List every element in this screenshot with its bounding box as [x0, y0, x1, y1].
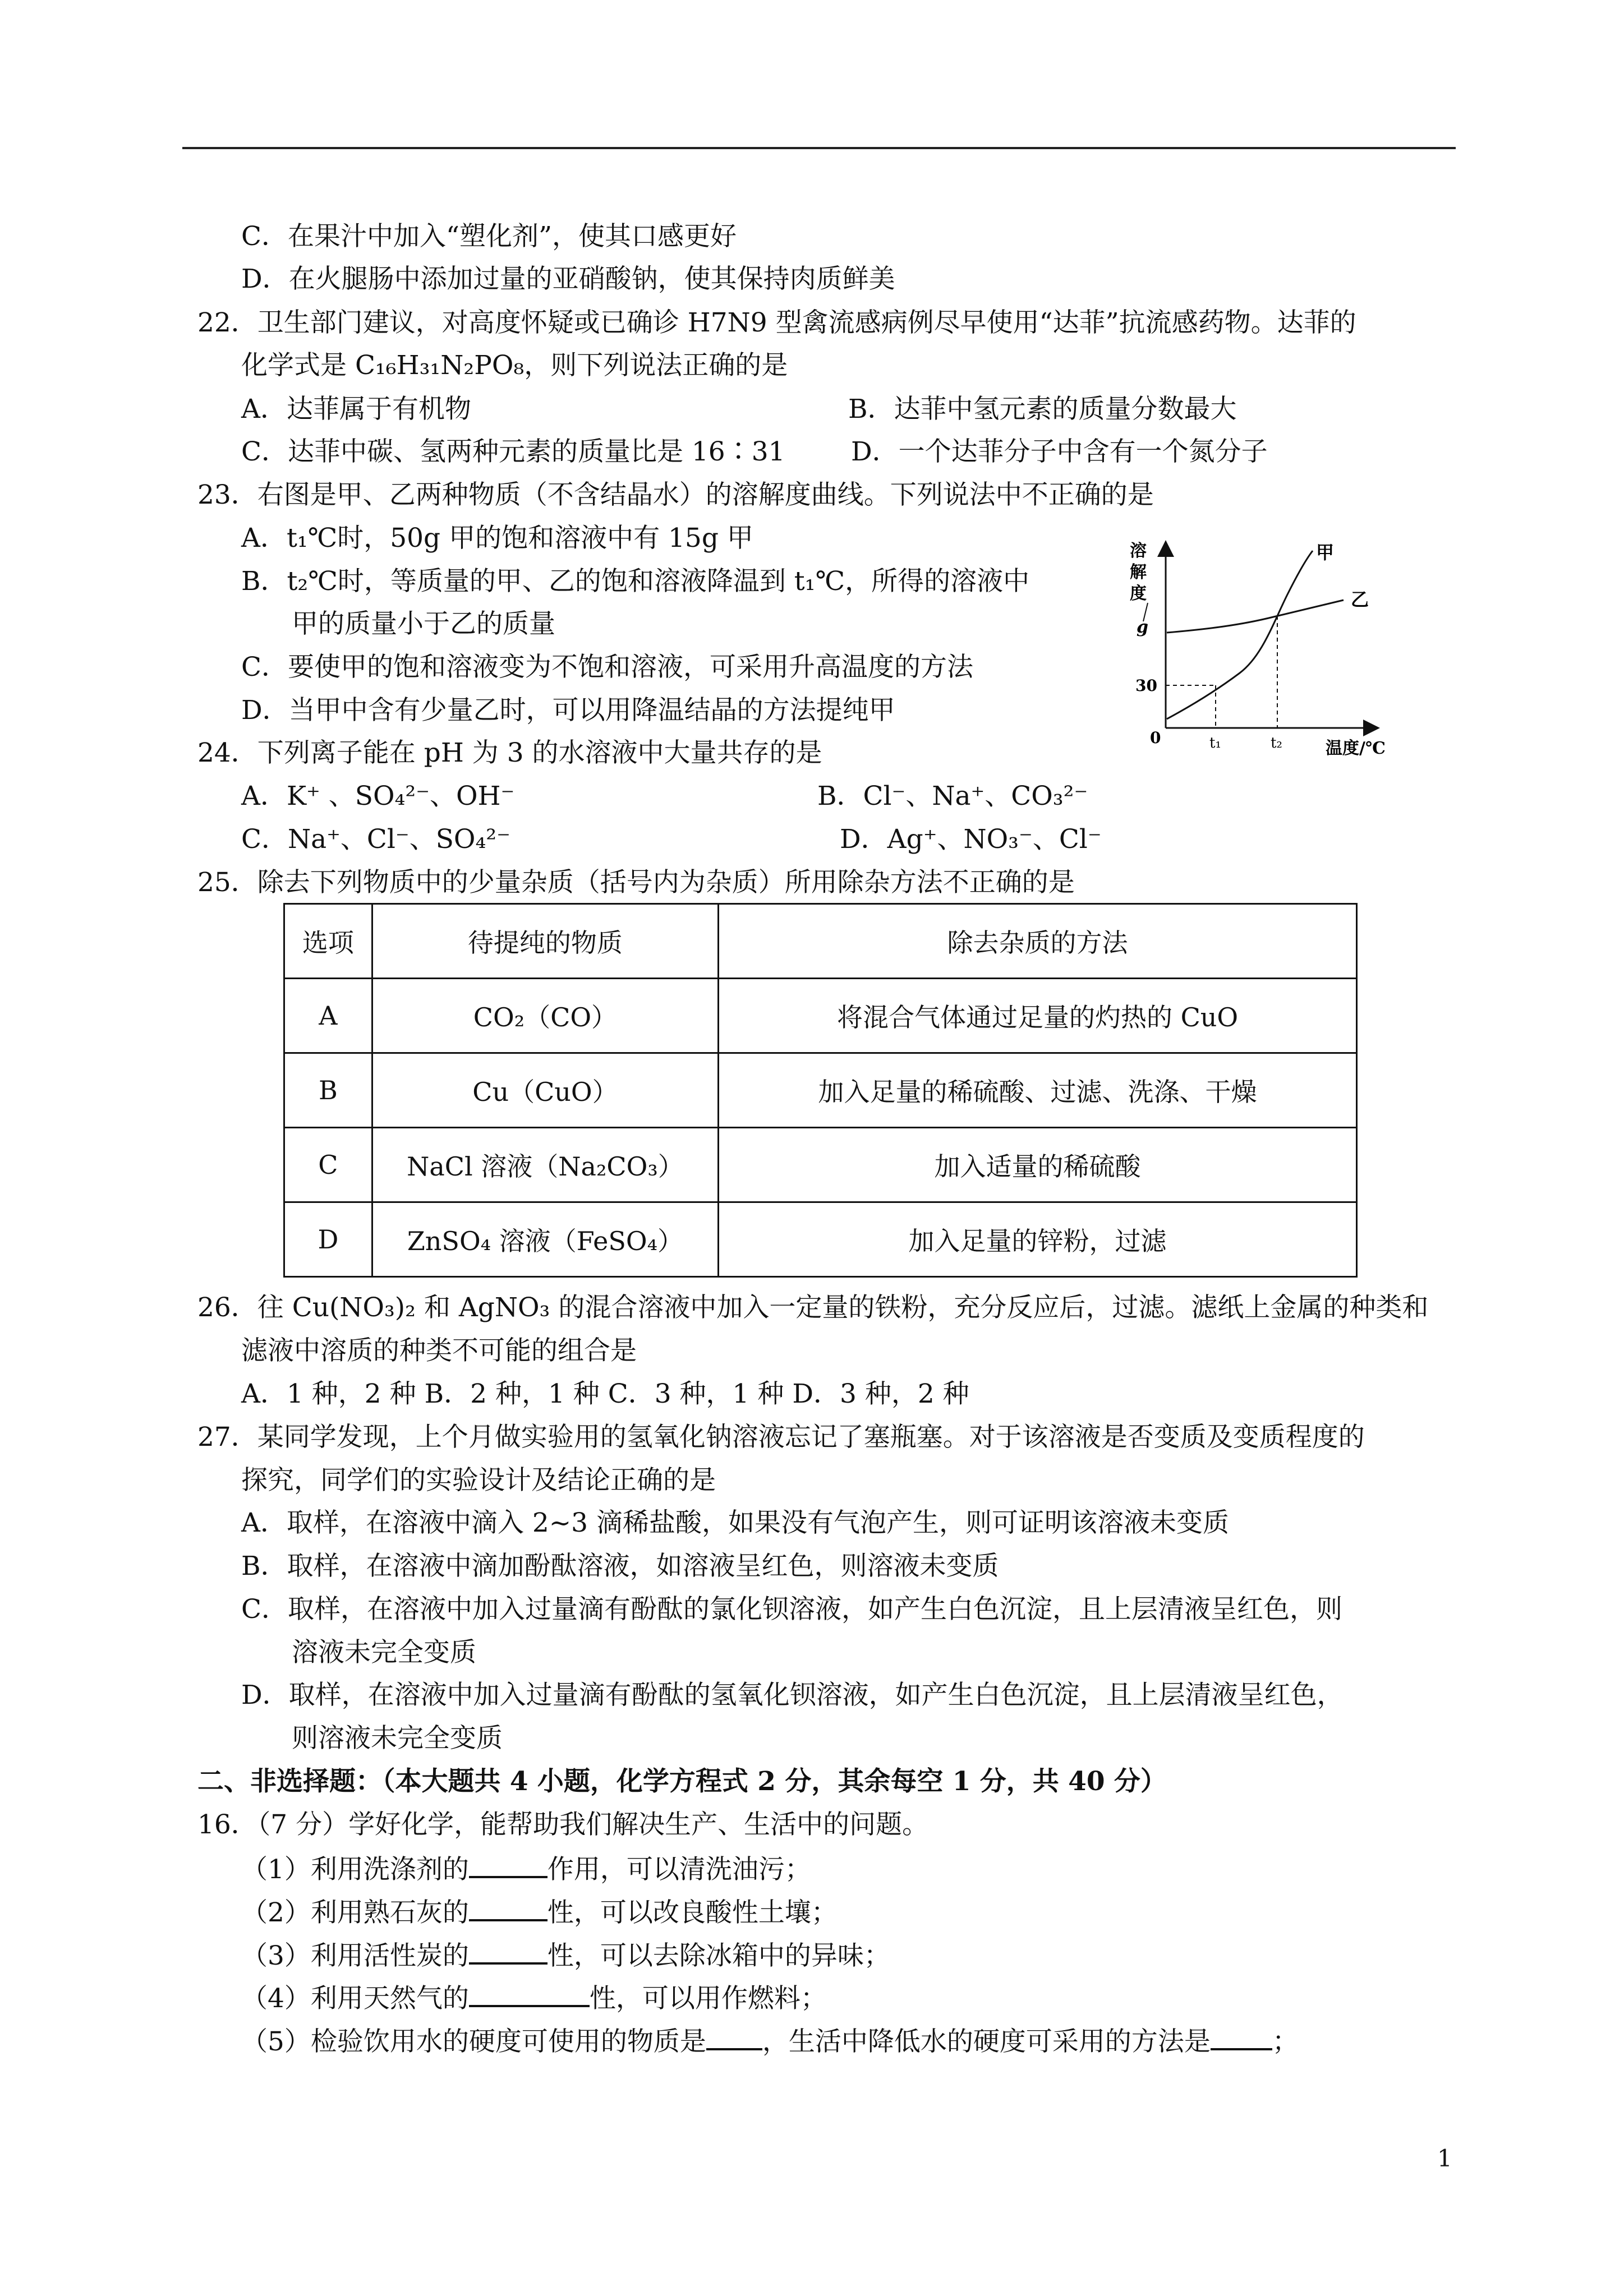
- curve-label-jia: 甲: [1316, 542, 1335, 563]
- q23-stem: 23．右图是甲、乙两种物质（不含结晶水）的溶解度曲线。下列说法中不正确的是: [197, 480, 1154, 510]
- curve-label-yi: 乙: [1351, 589, 1369, 610]
- table-cell: B: [284, 1053, 372, 1128]
- q22-stem-1: 22．卫生部门建议，对高度怀疑或已确诊 H7N9 型禽流感病例尽早使用“达菲”抗流感药物。达菲的: [197, 307, 1356, 338]
- table-cell: C: [284, 1128, 372, 1202]
- q24-option-d: D．Ag⁺、NO₃⁻、Cl⁻: [840, 824, 1102, 855]
- answer-blank[interactable]: [706, 2023, 762, 2050]
- blank-prefix: （2）利用熟石灰的: [241, 1897, 469, 1928]
- q27-option-b: B．取样，在溶液中滴加酚酞溶液，如溶液呈红色，则溶液未变质: [241, 1551, 999, 1582]
- x-tick-t1: t₁: [1209, 735, 1221, 751]
- q16-item-1: [241, 1851, 811, 1887]
- table-header-cell: 选项: [284, 904, 372, 979]
- q23-option-b-1: B．t₂℃时，等质量的甲、乙的饱和溶液降温到 t₁℃，所得的溶液中: [241, 566, 1030, 597]
- table-row: [284, 1202, 1357, 1277]
- q23-option-b-2: 甲的质量小于乙的质量: [292, 608, 555, 639]
- blank-suffix: ；: [1272, 2026, 1299, 2057]
- q24-option-b: B．Cl⁻、Na⁺、CO₃²⁻: [817, 781, 1088, 812]
- q27-option-c-2: 溶液未完全变质: [292, 1637, 476, 1668]
- table-row: [284, 979, 1357, 1053]
- q21-option-c: C．在果汁中加入“塑化剂”，使其口感更好: [241, 221, 737, 252]
- answer-blank[interactable]: [469, 1851, 548, 1878]
- q22-option-d: D．一个达菲分子中含有一个氮分子: [851, 436, 1268, 467]
- q23-option-c: C．要使甲的饱和溶液变为不饱和溶液，可采用升高温度的方法: [241, 652, 973, 683]
- answer-blank[interactable]: [469, 1894, 548, 1921]
- y-unit: g: [1137, 617, 1148, 637]
- q21-option-d: D．在火腿肠中添加过量的亚硝酸钠，使其保持肉质鲜美: [241, 264, 895, 294]
- q24-option-a: A．K⁺ 、SO₄²⁻、OH⁻: [241, 781, 515, 812]
- q27-option-d-2: 则溶液未完全变质: [292, 1723, 503, 1754]
- y-label-char-1: 溶: [1130, 541, 1147, 561]
- table-cell: 加入足量的锌粉，过滤: [719, 1202, 1357, 1277]
- answer-blank[interactable]: [469, 1980, 590, 2007]
- q27-option-c-1: C．取样，在溶液中加入过量滴有酚酞的氯化钡溶液，如产生白色沉淀，且上层清液呈红色，则: [241, 1594, 1342, 1625]
- q16-item-3: [241, 1938, 890, 1973]
- answer-blank[interactable]: [1211, 2023, 1272, 2050]
- table-row: [284, 1053, 1357, 1128]
- q22-option-a: A．达菲属于有机物: [241, 394, 471, 425]
- q16-stem: 16．（7 分）学好化学，能帮助我们解决生产、生活中的问题。: [197, 1809, 929, 1840]
- table-cell: 加入足量的稀硫酸、过滤、洗涤、干燥: [719, 1053, 1357, 1128]
- q25-table: [283, 903, 1358, 1278]
- table-cell: CO₂（CO）: [372, 979, 718, 1053]
- blank-middle: ，生活中降低水的硬度可采用的方法是: [762, 2026, 1211, 2057]
- page-number: 1: [1437, 2145, 1452, 2172]
- x-axis-label: 温度/℃: [1326, 739, 1386, 758]
- q27-stem-1: 27．某同学发现，上个月做实验用的氢氧化钠溶液忘记了塞瓶塞。对于该溶液是否变质及变质程度的: [197, 1422, 1365, 1453]
- header-rule: [182, 147, 1456, 149]
- q26-stem-2: 滤液中溶质的种类不可能的组合是: [241, 1335, 637, 1366]
- table-header-row: [284, 904, 1357, 979]
- y-label-char-3: 度: [1130, 584, 1147, 603]
- table-cell: 将混合气体通过足量的灼热的 CuO: [719, 979, 1357, 1053]
- q23-option-a: A．t₁℃时，50g 甲的饱和溶液中有 15g 甲: [241, 523, 753, 554]
- q27-option-d-1: D．取样，在溶液中加入过量滴有酚酞的氢氧化钡溶液，如产生白色沉淀，且上层清液呈红色，: [241, 1680, 1344, 1711]
- table-cell: 加入适量的稀硫酸: [719, 1128, 1357, 1202]
- blank-prefix: （5）检验饮用水的硬度可使用的物质是: [241, 2026, 706, 2057]
- table-header-cell: 除去杂质的方法: [719, 904, 1357, 979]
- table-cell: D: [284, 1202, 372, 1277]
- solubility-figure: [1116, 533, 1414, 768]
- blank-suffix: 性，可以用作燃料；: [589, 1983, 827, 2014]
- q24-stem: 24．下列离子能在 pH 为 3 的水溶液中大量共存的是: [197, 737, 822, 768]
- table-cell: Cu（CuO）: [372, 1053, 718, 1128]
- blank-suffix: 性，可以去除冰箱中的异味；: [547, 1940, 890, 1971]
- q22-option-c: C．达菲中碳、氢两种元素的质量比是 16∶31: [241, 436, 785, 467]
- blank-prefix: （1）利用洗涤剂的: [241, 1854, 469, 1885]
- q25-stem: 25．除去下列物质中的少量杂质（括号内为杂质）所用除杂方法不正确的是: [197, 867, 1075, 898]
- table-cell: A: [284, 979, 372, 1053]
- q27-option-a: A．取样，在溶液中滴入 2~3 滴稀盐酸，如果没有气泡产生，则可证明该溶液未变质: [241, 1507, 1230, 1538]
- q23-option-d: D．当甲中含有少量乙时，可以用降温结晶的方法提纯甲: [241, 695, 895, 726]
- table-cell: NaCl 溶液（Na₂CO₃）: [372, 1128, 718, 1202]
- table-row: [284, 1128, 1357, 1202]
- blank-prefix: （3）利用活性炭的: [241, 1940, 469, 1971]
- q22-stem-2: 化学式是 C₁₆H₃₁N₂PO₈，则下列说法正确的是: [241, 350, 788, 381]
- y-tick-30: 30: [1135, 676, 1157, 695]
- table-header-cell: 待提纯的物质: [372, 904, 718, 979]
- q16-item-2: [241, 1894, 838, 1930]
- q26-stem-1: 26．往 Cu(NO₃)₂ 和 AgNO₃ 的混合溶液中加入一定量的铁粉，充分反应后，过滤。滤纸上金属的种类和: [197, 1292, 1429, 1323]
- q16-item-5: [241, 2023, 1299, 2059]
- blank-suffix: 性，可以改良酸性土壤；: [547, 1897, 838, 1928]
- q27-stem-2: 探究，同学们的实验设计及结论正确的是: [241, 1465, 716, 1496]
- q16-item-4: [241, 1980, 827, 2016]
- y-label-char-2: 解: [1130, 563, 1147, 582]
- q22-option-b: B．达菲中氢元素的质量分数最大: [848, 394, 1237, 425]
- origin-label: 0: [1150, 729, 1161, 747]
- q24-option-c: C．Na⁺、Cl⁻、SO₄²⁻: [241, 824, 510, 855]
- q26-options: A．1 种，2 种 B．2 种，1 种 C．3 种，1 种 D．3 种，2 种: [241, 1378, 969, 1409]
- curve-yi: [1167, 600, 1344, 633]
- x-tick-t2: t₂: [1271, 735, 1282, 751]
- blank-prefix: （4）利用天然气的: [241, 1983, 469, 2014]
- curve-jia: [1167, 551, 1313, 719]
- section-heading: 二、非选择题：（本大题共 4 小题，化学方程式 2 分，其余每空 1 分，共 40 分）: [197, 1766, 1167, 1797]
- answer-blank[interactable]: [469, 1938, 548, 1965]
- table-cell: ZnSO₄ 溶液（FeSO₄）: [372, 1202, 718, 1277]
- blank-suffix: 作用，可以清洗油污；: [547, 1854, 811, 1885]
